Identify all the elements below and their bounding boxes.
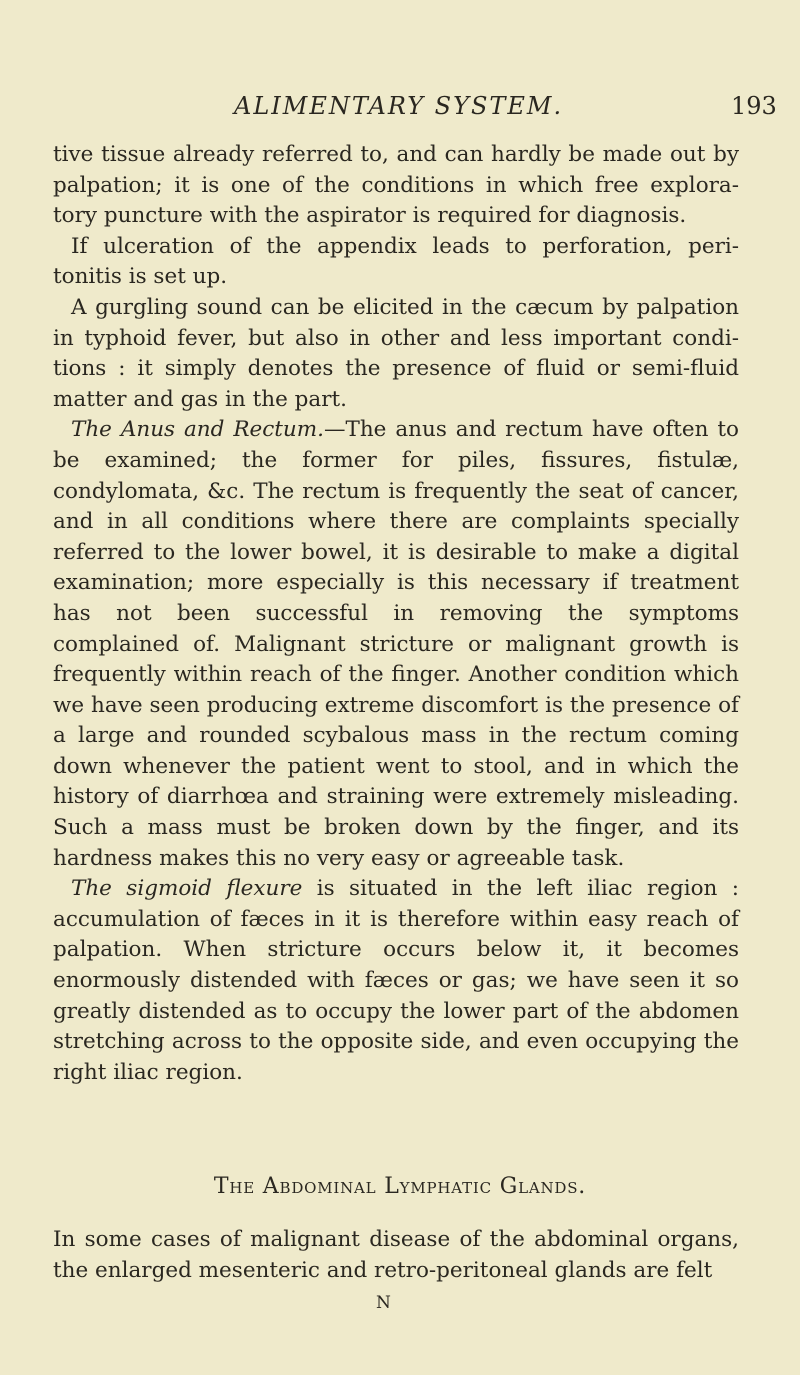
paragraph-lead: The sigmoid flexure — [71, 876, 303, 902]
paragraph-text: is situated in the left iliac region : accumulation of fæces in it is therefore within easy reach of palpation. When stricture occurs below it, it becomes enormously distended with fæces or gas; we have seen it so greatly distended as to occupy the lower part of the abdomen stretching across to the opposite side, and even occupying the right iliac region. — [53, 876, 740, 1085]
running-title: ALIMENTARY SYSTEM. — [234, 92, 564, 120]
paragraph-appendix — [53, 232, 739, 293]
paragraph-text: If ulceration of the appendix leads to perforation, peri- tonitis is set up. — [53, 233, 739, 290]
paragraph-text: —The anus and rectum have often to be examined; the former for piles, fissures, fistulæ, condylomata, &c. The rectum is frequently the seat of cancer, and in all conditions where there are complaints specially referred to the lower bowel, it is desirable to make a digital examination; more especially is this necessary if treatment has not been successful in removing the symptoms complained of. Malignant stricture or malignant growth is frequently within reach of the finger. Another condition which we have seen producing extreme discomfort is the presence of a large and rounded scybalous mass in the rectum coming down whenever the patient went to stool, and in which the history of diarrhœa and straining were extremely misleading. Such a mass must be broken down by the finger, and its hardness makes this no very easy or agreeable task. — [53, 417, 739, 871]
paragraph-text-wrap — [53, 1225, 739, 1286]
paragraph-text: A gurgling sound can be elicited in the cæcum by palpation in typhoid fever, but also in other and less important condi- tions : it simply denotes the presence of fluid or semi-fluid matter and gas in the part. — [53, 294, 739, 412]
signature-mark: N — [376, 1293, 391, 1313]
section-heading: The Abdominal Lymphatic Glands. — [213, 1174, 587, 1199]
page-number: 193 — [731, 92, 777, 120]
paragraph-sigmoid — [53, 874, 739, 1088]
paragraph-continued — [53, 140, 739, 232]
paragraph-lymphatic — [53, 1225, 739, 1286]
paragraph-text: tive tissue already referred to, and can hardly be made out by palpation; it is one of the conditions in which free explora- tory puncture with the aspirator is required for diagnosis. — [53, 142, 739, 229]
body-text — [53, 140, 739, 1088]
paragraph-text: In some cases of malignant disease of the abdominal organs, the enlarged mesenteric and retro-peritoneal glands are felt — [53, 1227, 739, 1283]
paragraph-anus-rectum — [53, 415, 739, 874]
paragraph-lead: The Anus and Rectum. — [71, 417, 324, 443]
paragraph-gurgling — [53, 293, 739, 415]
